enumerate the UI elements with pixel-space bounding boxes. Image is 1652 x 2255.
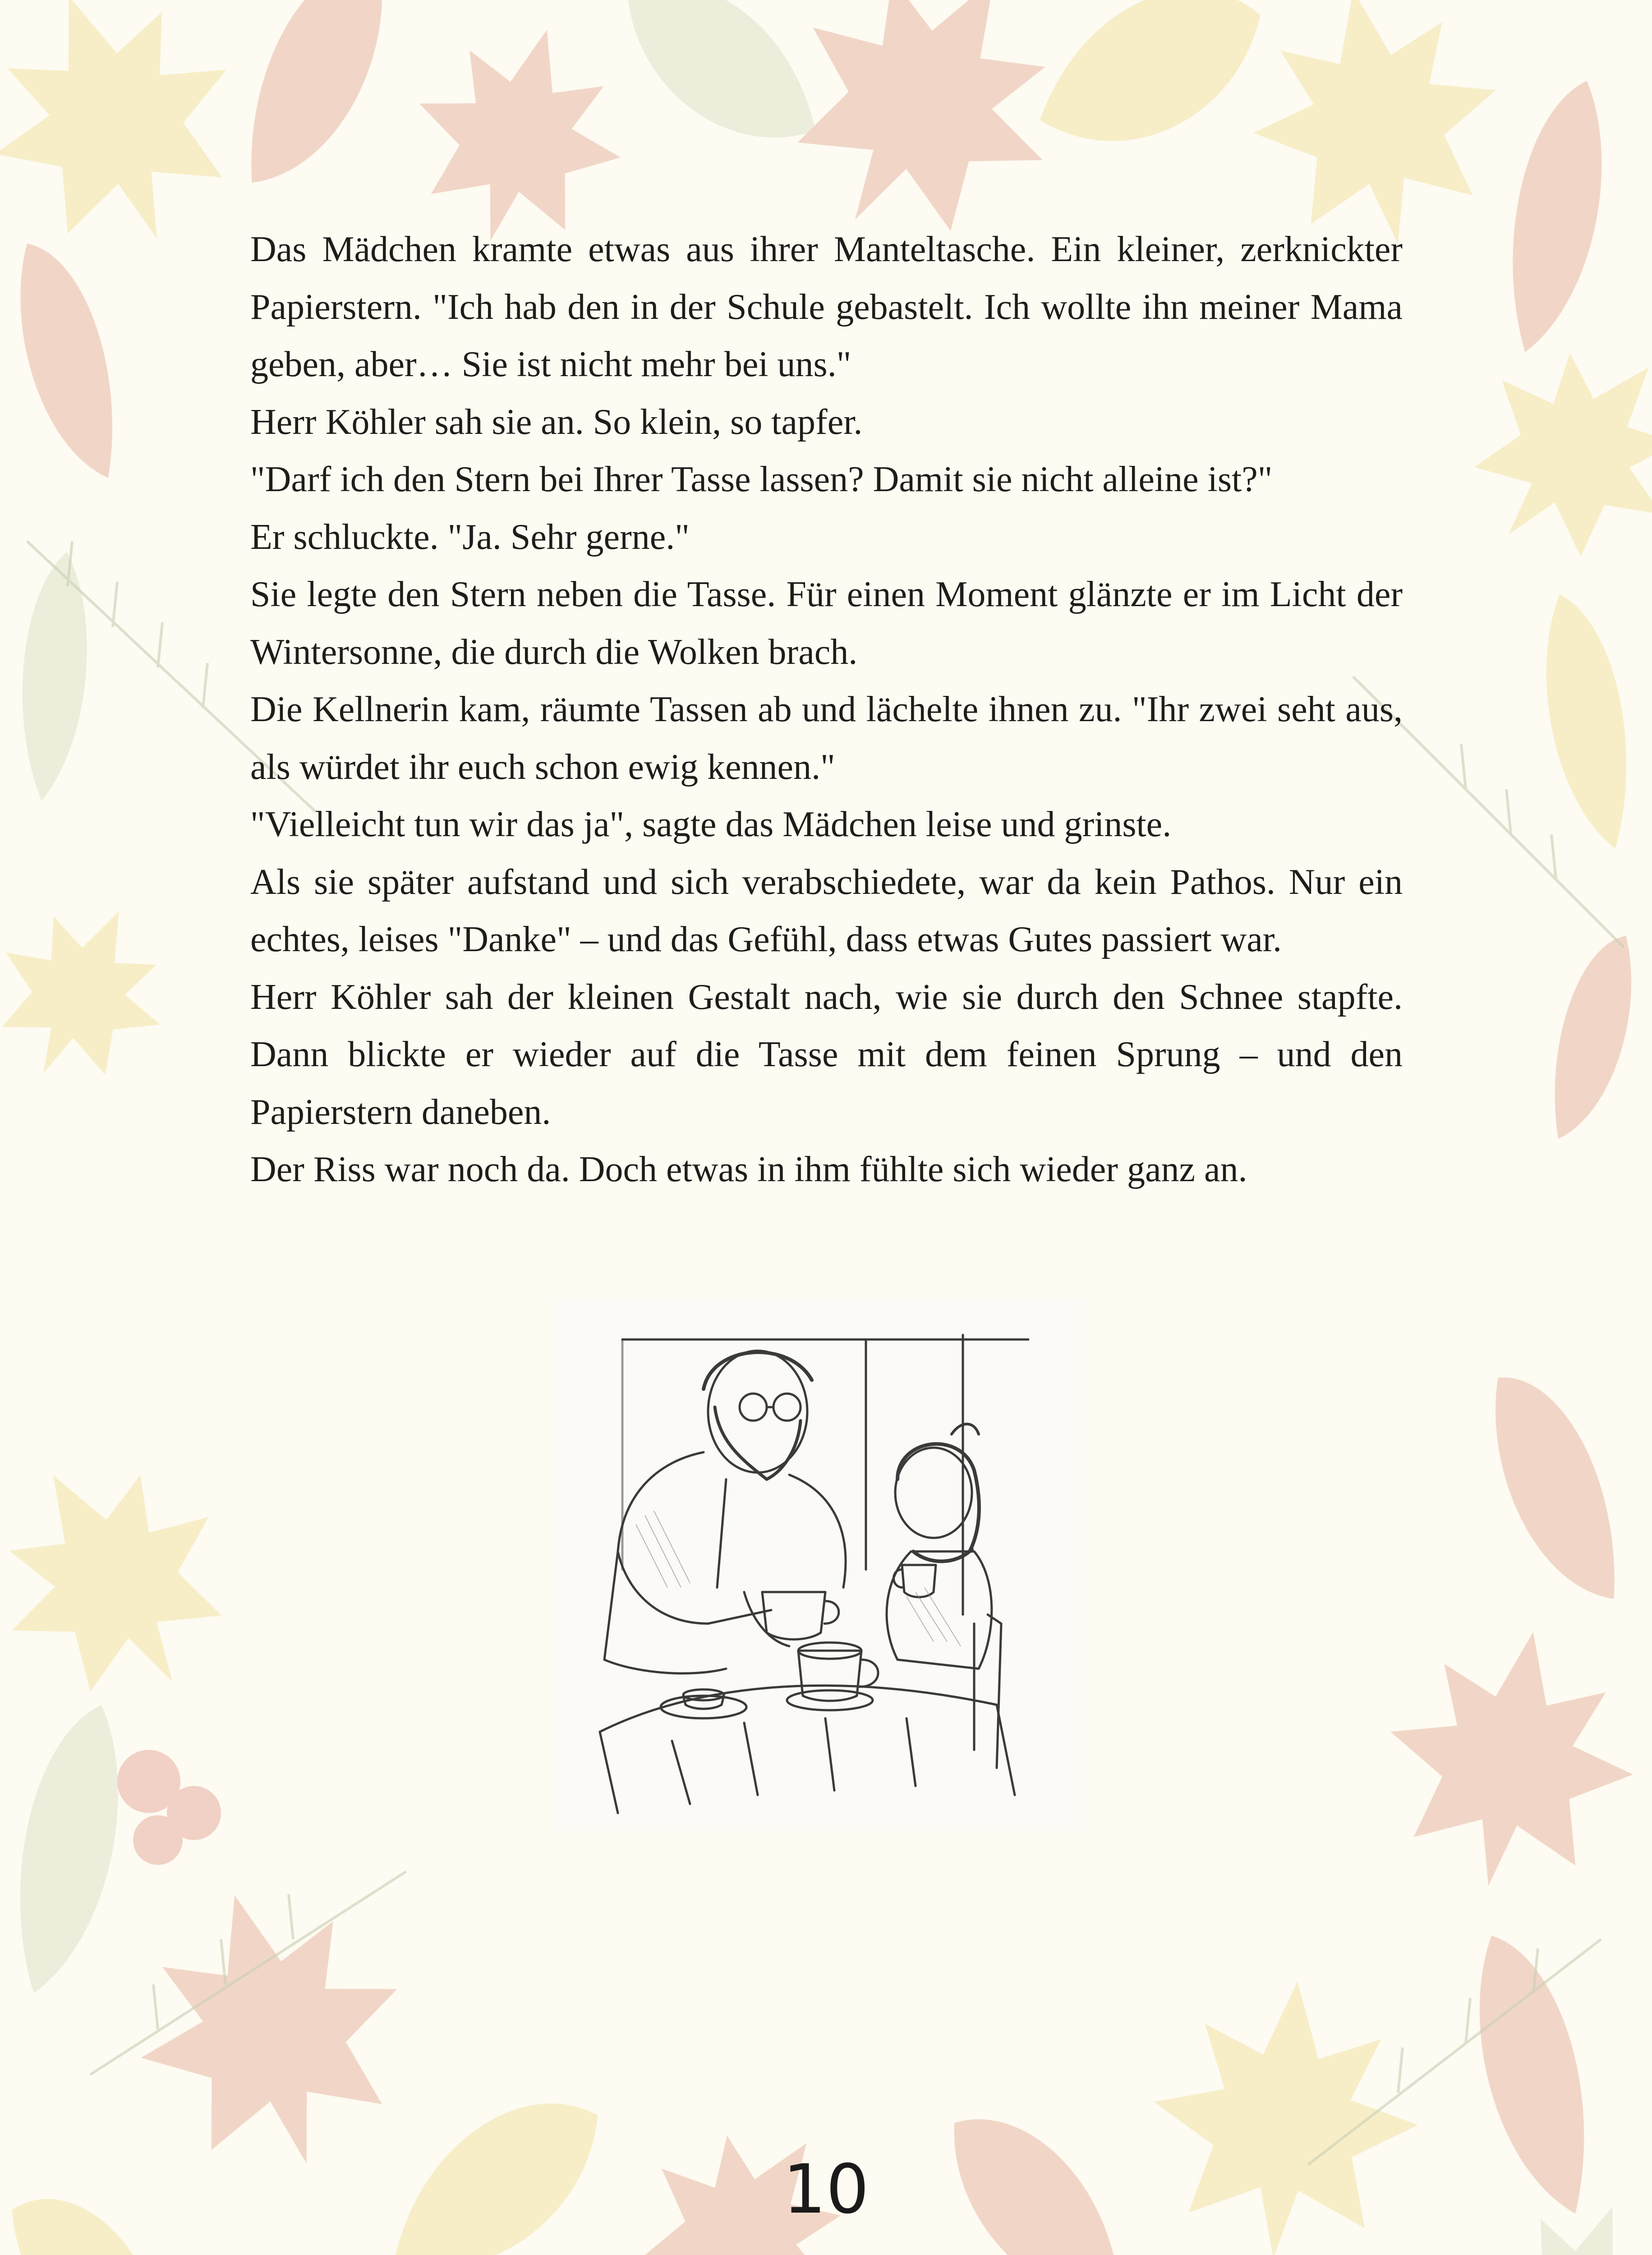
paragraph: Er schluckte. "Ja. Sehr gerne."	[250, 517, 690, 557]
page-number: 10	[783, 2150, 869, 2229]
old-man-and-girl-cafe-sketch-icon	[555, 1299, 1087, 1831]
paragraph: Der Riss war noch da. Doch etwas in ihm fühlte sich wieder ganz an.	[250, 1150, 1247, 1189]
paragraph: Das Mädchen kramte etwas aus ihrer Manteltasche. Ein kleiner, zerknickter Papierstern. "Ich hab den in der Schule gebastelt. Ich wollte ihn meiner Mama geben, aber… Sie ist nicht mehr bei uns."	[250, 230, 1403, 384]
paragraph: Herr Köhler sah der kleinen Gestalt nach, wie sie durch den Schnee stapfte. Dann blickte er wieder auf die Tasse mit dem feinen Sprung – und den Papierstern daneben.	[250, 977, 1403, 1132]
story-text	[250, 221, 1403, 1199]
paragraph: Die Kellnerin kam, räumte Tassen ab und lächelte ihnen zu. "Ihr zwei seht aus, als würdet ihr euch schon ewig kennen."	[250, 690, 1403, 787]
paragraph: Herr Köhler sah sie an. So klein, so tapfer.	[250, 402, 863, 442]
paragraph: "Vielleicht tun wir das ja", sagte das Mädchen leise und grinste.	[250, 805, 1172, 844]
illustration	[555, 1299, 1087, 1831]
paragraph: "Darf ich den Stern bei Ihrer Tasse lassen? Damit sie nicht alleine ist?"	[250, 460, 1273, 499]
paragraph: Sie legte den Stern neben die Tasse. Für einen Moment glänzte er im Licht der Wintersonne, die durch die Wolken brach.	[250, 575, 1403, 672]
paragraph: Als sie später aufstand und sich verabschiedete, war da kein Pathos. Nur ein echtes, leises "Danke" – und das Gefühl, dass etwas Gutes passiert war.	[250, 862, 1403, 959]
